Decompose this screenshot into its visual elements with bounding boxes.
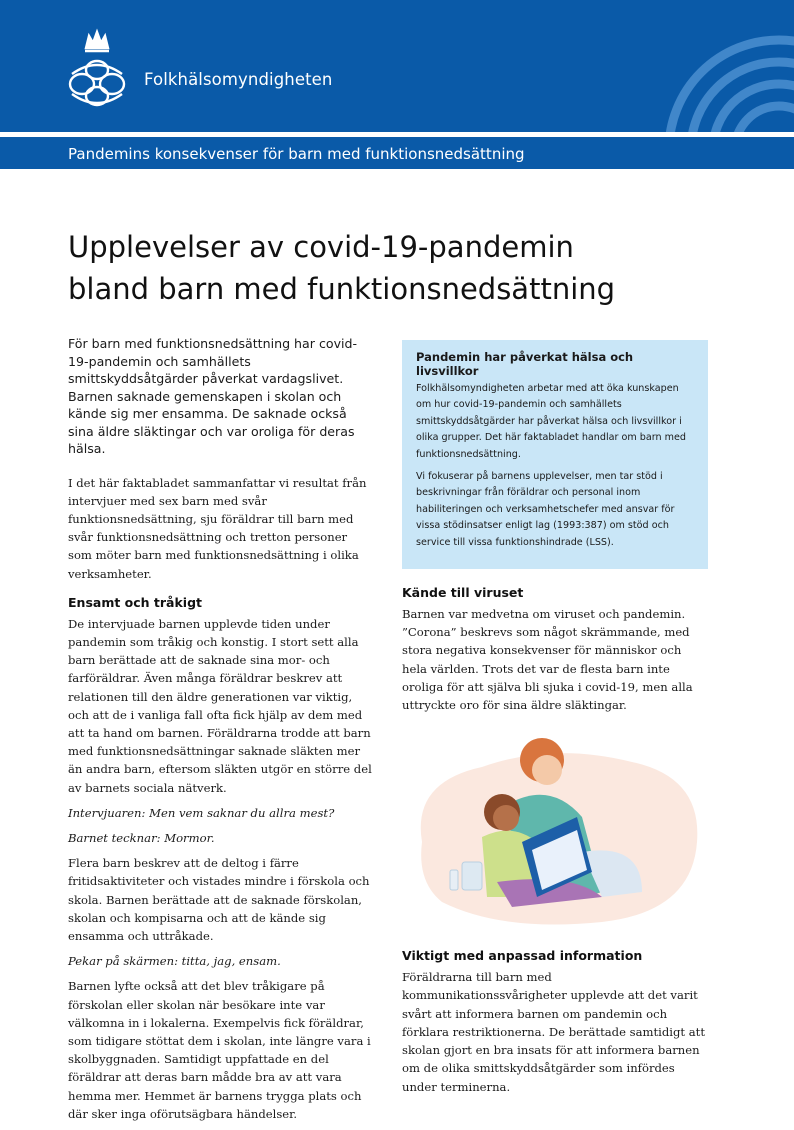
lead-paragraph: För barn med funktionsnedsättning har covid-19-pandemin och samhällets smittskyddsåtgärder påverkat vardagslivet. Barnen saknade gemenskapen i skolan och kände sig mer ensamma. De saknade också sina äldre släktingar och var oroliga för deras hälsa.: [68, 336, 358, 456]
agency-logo-icon: [58, 26, 136, 114]
body-paragraph: De intervjuade barnen upplevde tiden under pandemin som tråkig och konstig. I stort sett alla barn berättade att de saknade sina mor- och farföräldrar. Även många föräldrar beskrev att relationen till den äldre generationen var viktig, och att de i vanliga fall ofta fick hjälp av dem med att ta hand om barnen. Föräldrarna trodde att barn med funktionsnedsättningar saknade släkten mer än andra barn, eftersom släkten utgör en större del av barnets sociala nätverk.: [68, 616, 372, 795]
page-title-line2: bland barn med funktionsnedsättning: [68, 272, 616, 306]
quote-child: Barnet tecknar: Mormor.: [68, 830, 215, 845]
reading-illustration: [402, 722, 708, 936]
intro-paragraph: I det här faktabladet sammanfattar vi resultat från intervjuer med sex barn med svår funktionsnedsättning, sju föräldrar till barn med svår funktionsnedsättning och tretton personer som möter barn med funktionsnedsättning i olika verksamheter.: [68, 475, 367, 581]
quote-interviewer: Intervjuaren: Men vem saknar du allra mest?: [68, 805, 335, 820]
left-column: [68, 335, 373, 1130]
page-title: [68, 226, 748, 310]
quote-pointing: Pekar på skärmen: titta, jag, ensam.: [68, 954, 281, 969]
section-heading-ensamt: Ensamt och tråkigt: [68, 594, 203, 610]
body-paragraph: Barnen var medvetna om viruset och pandemin. ”Corona” beskrevs som något skrämmande, med stora negativa konsekvenser för människor och hela världen. Trots det var de flesta barn inte oroliga för att själva bli sjuka i covid-19, men alla uttryckte oro för sina äldre släktingar.: [402, 607, 693, 713]
series-title: Pandemins konsekvenser för barn med funktionsnedsättning: [68, 145, 525, 163]
info-box-paragraph: Folkhälsomyndigheten arbetar med att öka kunskapen om hur covid-19-pandemin och samhällets smittskyddsåtgärder har påverkat hälsa och livsvillkor i olika grupper. Det här faktabladet handlar om barn med funktionsnedsättning.: [416, 383, 686, 460]
info-box: [402, 340, 708, 569]
info-box-paragraph: Vi fokuserar på barnens upplevelser, men tar stöd i beskrivningar från föräldrar och personal inom habiliteringen och verksamhetschefer med ansvar för vissa stödinsatser enligt lag (1993:387) om stöd och service till vissa funktionshindrade (LSS).: [416, 471, 675, 548]
body-paragraph: Barnen lyfte också att det blev tråkigare på förskolan eller skolan när besökare inte var välkomna in i lokalerna. Exempelvis fick föräldrar, som tidigare stöttat dem i skolan, inte längre vara i skolbyggnaden. Samtidigt uppfattade en del föräldrar att deras barn mådde bra av att vara hemma mer. Hemmet är barnens trygga plats och där sker inga oförutsägbara händelser.: [68, 979, 371, 1121]
page-title-line1: Upplevelser av covid-19-pandemin: [68, 230, 574, 264]
right-column: [402, 340, 708, 1103]
body-paragraph: Föräldrarna till barn med kommunikationssvårigheter upplevde att det varit svårt att informera barnen om pandemin och förklara restriktionerna. De berättade samtidigt att skolan gjort en bra insats för att informera barnen om de olika smittskyddsåtgärder som infördes under terminerna.: [402, 970, 705, 1094]
body-paragraph: Flera barn beskrev att de deltog i färre fritidsaktiviteter och vistades mindre i förskola och skola. Barnen berättade att de saknade förskolan, skolan och kompisarna och att de kände sig ensamma och uttråkade.: [68, 856, 370, 943]
org-name: Folkhälsomyndigheten: [144, 70, 333, 89]
series-banner: [0, 137, 794, 169]
adult-child-reading-icon: [402, 722, 708, 932]
section-heading-viruset: Kände till viruset: [402, 585, 524, 601]
header-banner: [0, 0, 794, 132]
info-box-heading: Pandemin har påverkat hälsa och livsvillkor: [416, 350, 634, 378]
section-heading-information: Viktigt med anpassad information: [402, 948, 643, 964]
decorative-arcs-icon: [594, 0, 794, 132]
